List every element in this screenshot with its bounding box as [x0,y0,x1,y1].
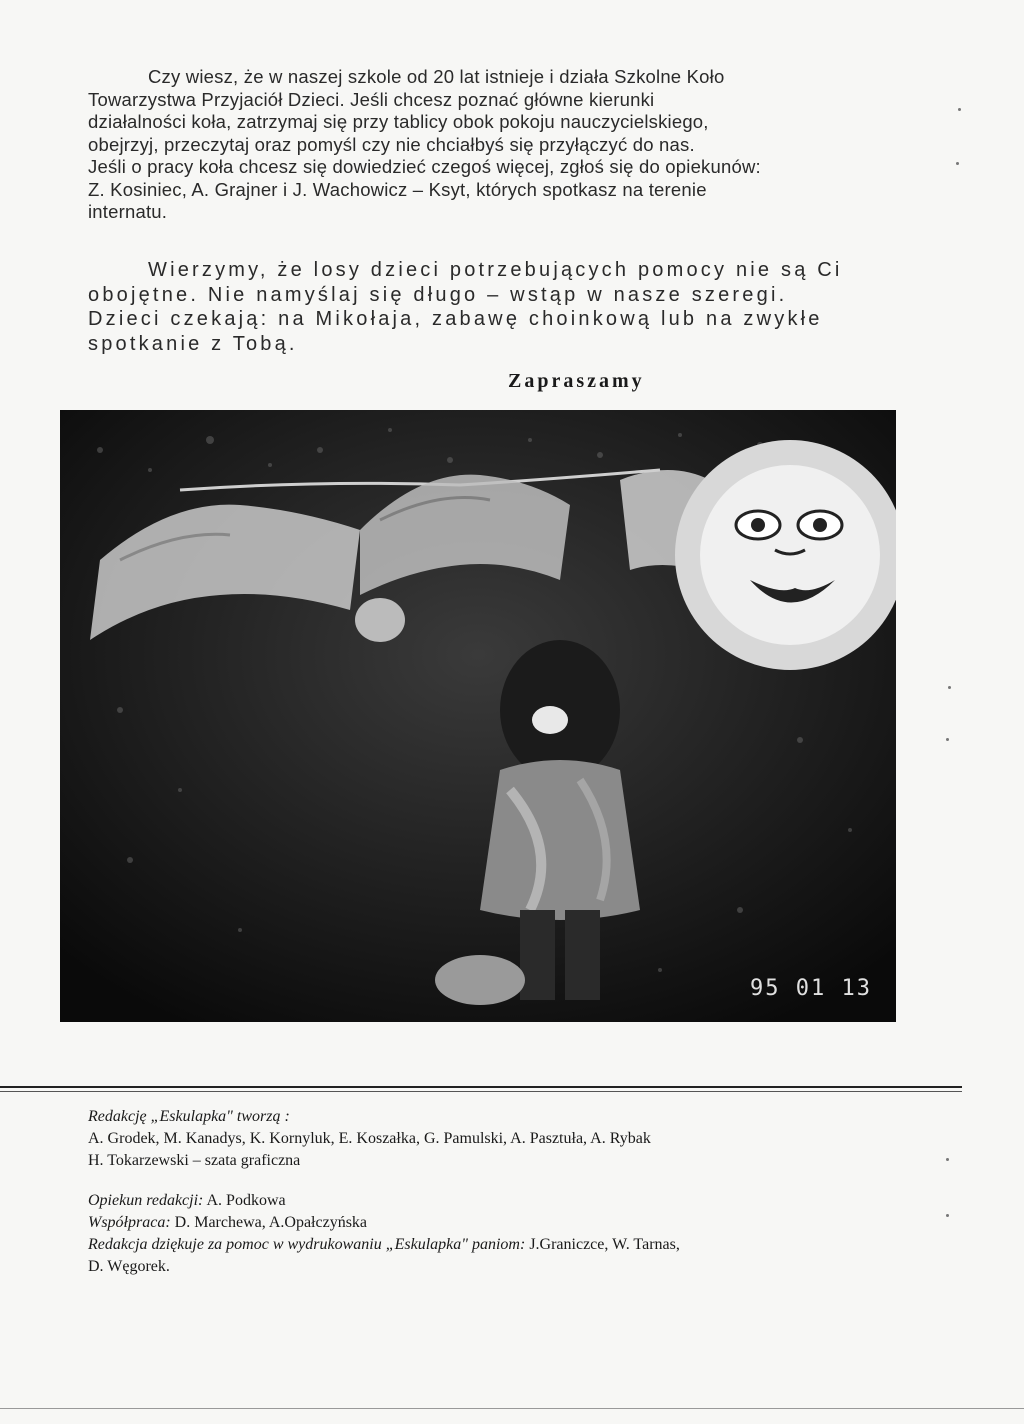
intro-line: Jeśli o pracy koła chcesz się dowiedzieć czegoś więcej, zgłoś się do opiekunów: [88,156,761,177]
event-photo [60,410,896,1022]
intro-paragraph [88,66,838,224]
margin-dot [958,108,961,111]
appeal-line: spotkanie z Tobą. [88,332,298,355]
editorial-credits [88,1106,908,1278]
appeal-line: obojętne. Nie namyślaj się długo – wstąp w nasze szeregi. [88,283,788,306]
margin-dot [946,1214,949,1217]
margin-dot [946,1158,949,1161]
intro-line: działalności koła, zatrzymaj się przy tablicy obok pokoju nauczycielskiego, [88,111,709,132]
appeal-line: Wierzymy, że losy dzieci potrzebujących pomocy nie są Ci [148,259,843,281]
intro-line: Czy wiesz, że w naszej szkole od 20 lat istnieje i działa Szkolne Koło [148,66,725,87]
invitation-heading: Zapraszamy [508,370,645,392]
appeal-paragraph [88,258,868,356]
intro-line: obejrzyj, przeczytaj oraz pomyśl czy nie chciałbyś się przyłączyć do nas. [88,133,695,155]
cooperation-names: D. Marchewa, A.Opałczyńska [174,1214,368,1231]
intro-line: Towarzystwa Przyjaciół Dzieci. Jeśli chcesz poznać główne kierunki [88,88,655,110]
appeal-line: Dzieci czekają: na Mikołaja, zabawę choinkową lub na zwykłe [88,308,823,330]
margin-dot [956,162,959,165]
margin-dot [946,738,949,741]
intro-line: Z. Kosiniec, A. Grajner i J. Wachowicz – Ksyt, których spotkasz na terenie [88,178,707,200]
supervisor-name: A. Podkowa [206,1192,286,1209]
intro-line: internatu. [88,201,168,222]
page-edge-line [0,1408,1024,1409]
editors-names: A. Grodek, M. Kanadys, K. Kornyluk, E. Koszałka, G. Pamulski, A. Pasztuła, A. Rybak [88,1130,651,1147]
footer-divider-thin [0,1091,962,1092]
sun-decoration [675,440,896,670]
photo-date-stamp: 95 01 13 [750,976,872,1001]
supervisor-label: Opiekun redakcji: [88,1192,204,1209]
photo-illustration [60,410,896,1022]
thanks-names-continued: D. Węgorek. [88,1258,170,1275]
graphics-credit: H. Tokarzewski – szata graficzna [88,1152,301,1169]
cooperation-label: Współpraca: [88,1214,171,1231]
thanks-names: J.Graniczce, W. Tarnas, [529,1236,680,1253]
footer-divider [0,1086,962,1088]
thanks-label: Redakcja dziękuje za pomoc w wydrukowaniu „Eskulapka" paniom: [88,1236,526,1253]
margin-dot [948,686,951,689]
editors-label: Redakcję „Eskulapka" tworzą : [88,1108,290,1125]
